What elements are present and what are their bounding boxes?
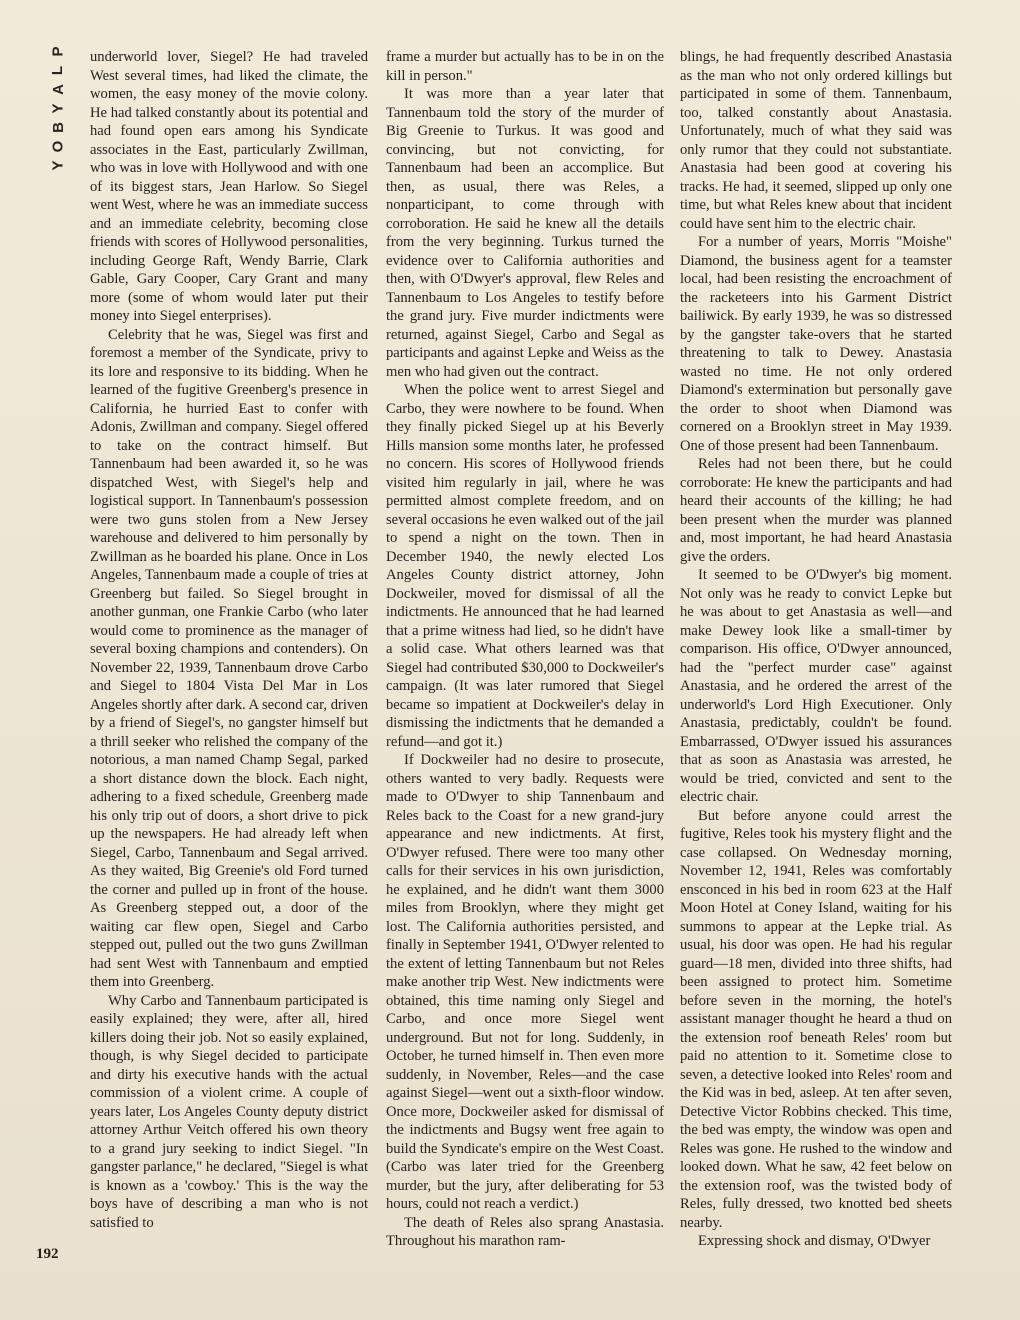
- magazine-letter: Y: [49, 103, 67, 114]
- paragraph: blings, he had frequently described Anastasia as the man who not only ordered killings but participated in some of them. Tannenbaum, too, talked constantly about Anastasia. Unfortunately, much of what they said was only rumor that they could not substantiate. Anastasia had been good at covering his tracks. He had, it seemed, slipped up only one time, but what Reles knew about that incident could have sent him to the electric chair.: [680, 49, 952, 232]
- page-number: 192: [36, 1246, 59, 1262]
- paragraph: It was more than a year later that Tannenbaum told the story of the murder of Big Greenie to Turkus. It was good and convincing, but not convicting, for Tannenbaum had been an accomplice. But then, as usual, there was Reles, a nonparticipant, to come through with corroboration. He said he knew all the details from the very beginning. Turkus turned the evidence over to California authorities and then, with O'Dwyer's approval, flew Reles and Tannenbaum to Los Angeles to testify before the grand jury. Five murder indictments were returned, against Siegel, Carbo and Segal as participants and against Lepke and Weiss as the men who had given out the contract.: [386, 86, 664, 380]
- paragraph: It seemed to be O'Dwyer's big moment. Not only was he ready to convict Lepke but he was about to get Anastasia as well—and make Dewey look like a small-timer by comparison. His office, O'Dwyer announced, had the "perfect murder case" against Anastasia, and he ordered the arrest of the underworld's Lord High Executioner. Only Anastasia, predictably, couldn't be found. Embarrassed, O'Dwyer issued his assurances that as soon as Anastasia was arrested, he would be tried, convicted and sent to the electric chair.: [680, 567, 952, 805]
- magazine-name-vertical: [44, 42, 72, 175]
- magazine-letter: O: [49, 140, 67, 153]
- paragraph: underworld lover, Siegel? He had traveled West several times, had liked the climate, the women, the easy money of the movie colony. He had talked constantly about its potential and had found open ears among his Syndicate associates in the East, particularly Zwillman, who was in love with Hollywood and with one of its biggest stars, Jean Harlow. So Siegel went West, where he was an immediate success and an immediate celebrity, becoming close friends with scores of Hollywood personalities, including George Raft, Wendy Barrie, Clark Gable, Gary Cooper, Cary Grant and many more (some of whom would later put their money into Siegel enterprises).: [90, 49, 368, 324]
- text-column-1: [90, 48, 368, 1273]
- magazine-letter: Y: [49, 160, 67, 171]
- text-column-2: [386, 48, 664, 1273]
- paragraph: When the police went to arrest Siegel and Carbo, they were nowhere to be found. When they finally picked Siegel up at his Beverly Hills mansion some months later, he professed no concern. His scores of Hollywood friends visited him regularly in jail, where he was permitted almost complete freedom, and on several occasions he even walked out of the jail to spend a night on the town. Then in December 1940, the newly elected Los Angeles County district attorney, John Dockweiler, moved for dismissal of all the indictments. He announced that he had learned that a prime witness had lied, so he didn't have a solid case. What others learned was that Siegel had contributed $30,000 to Dockweiler's campaign. (It was later rumored that Siegel became so impatient at Dockweiler's delay in dismissing the indictments that he demanded a refund—and got it.): [386, 382, 664, 750]
- paragraph: For a number of years, Morris "Moishe" Diamond, the business agent for a teamster local, had been resisting the encroachment of the racketeers into his Garment District bailiwick. By early 1939, he was so distressed by the gangster take-overs that he started threatening to talk to Dewey. Anastasia wasted no time. He not only ordered Diamond's extermination but personally gave the order to shoot when Diamond was cornered on a Brooklyn street in May 1939. One of those present had been Tannenbaum.: [680, 234, 952, 454]
- paragraph: frame a murder but actually has to be in on the kill in person.": [386, 49, 664, 84]
- paragraph: Celebrity that he was, Siegel was first and foremost a member of the Syndicate, privy to its lore and responsive to its bidding. When he learned of the fugitive Greenberg's presence in California, he hurried East to confer with Adonis, Zwillman and company. Siegel offered to take on the contract himself. But Tannenbaum had been awarded it, so he was dispatched West, with Siegel's help and logistical support. In Tannenbaum's possession were two guns stolen from a New Jersey warehouse and delivered to him personally by Zwillman as he boarded his plane. Once in Los Angeles, Tannenbaum made a couple of tries at Greenberg but failed. So Siegel brought in another gunman, one Frankie Carbo (who later would come to prominence as the manager of several boxing champions and contenders). On November 22, 1939, Tannenbaum drove Carbo and Siegel to 1804 Vista Del Mar in Los Angeles shortly after dark. A second car, driven by a friend of Siegel's, no gangster himself but a thrill seeker who relished the company of the notorious, a man named Champ Segal, parked a short distance down the block. Each night, adhering to a fixed schedule, Greenberg made his only trip out of doors, a short drive to pick up the newspapers. He had already left when Siegel, Carbo, Tannenbaum and Segal arrived. As they waited, Big Greenie's old Ford turned the corner and pulled up in front of the house. As Greenberg stepped out, a door of the waiting car flew open, Siegel and Carbo stepped out, pulled out the two guns Zwillman had sent West with Tannenbaum and emptied them into Greenberg.: [90, 326, 368, 990]
- magazine-letter: P: [49, 46, 67, 57]
- paragraph: If Dockweiler had no desire to prosecute, others wanted to very badly. Requests were made to O'Dwyer to ship Tannenbaum and Reles back to the Coast for a new grand-jury appearance and new indictments. At first, O'Dwyer refused. There were too many other calls for their services in his own jurisdiction, he explained, and he didn't want them 3000 miles from Brooklyn, where they might get lost. The California authorities persisted, and finally in September 1941, O'Dwyer relented to the extent of letting Tannenbaum but not Reles make another trip West. New indictments were obtained, this time naming only Siegel and Carbo, and once more Siegel went underground. But not for long. Suddenly, in October, he turned himself in. Then even more suddenly, in November, Reles—and the case against Siegel—went out a sixth-floor window. Once more, Dockweiler asked for dismissal of the indictments and Bugsy went free again to build the Syndicate's empire on the West Coast. (Carbo was later tried for the Greenberg murder, but the jury, after deliberating for 53 hours, could not reach a verdict.): [386, 752, 664, 1212]
- paragraph: Reles had not been there, but he could corroborate: He knew the participants and had heard their accounts of the killing; he had been present when the murder was planned and, most important, he had heard Anastasia give the orders.: [680, 456, 952, 565]
- magazine-letter: A: [49, 84, 67, 95]
- magazine-letter: L: [49, 65, 67, 76]
- magazine-letter: B: [49, 122, 67, 133]
- text-column-3: [680, 48, 952, 1273]
- paragraph: The death of Reles also sprang Anastasia. Throughout his marathon ram-: [386, 1214, 664, 1249]
- paragraph: Why Carbo and Tannenbaum participated is easily explained; they were, after all, hired killers doing their job. Not so easily explained, though, is why Siegel decided to participate and dirty his executive hands with the actual commission of a violent crime. A couple of years later, Los Angeles County deputy district attorney Arthur Veitch offered his own theory to a grand jury seeking to indict Siegel. "In gangster parlance," he declared, "Siegel is what is known as a 'cowboy.' This is the way the boys have of describing a man who is not satisfied to: [90, 992, 368, 1231]
- paragraph: But before anyone could arrest the fugitive, Reles took his mystery flight and the case collapsed. On Wednesday morning, November 12, 1941, Reles was comfortably ensconced in his bed in room 623 at the Half Moon Hotel at Coney Island, waiting for his summons to appear at the Lepke trial. As usual, his door was open. He had his regular guard—18 men, divided into three shifts, had been assigned to protect him. Sometime before seven in the morning, the hotel's assistant manager thought he heard a thud on the extension roof beneath Reles' room but paid no attention to it. Sometime close to seven, a detective looked into Reles' room and the Kid was in bed, asleep. At ten after seven, Detective Victor Robbins checked. This time, the bed was empty, the window was open and Reles was gone. He rushed to the window and looked down. What he saw, 42 feet below on the extension roof, was the twisted body of Reles, fully dressed, two knotted bed sheets nearby.: [680, 807, 952, 1231]
- paragraph: Expressing shock and dismay, O'Dwyer: [698, 1233, 931, 1249]
